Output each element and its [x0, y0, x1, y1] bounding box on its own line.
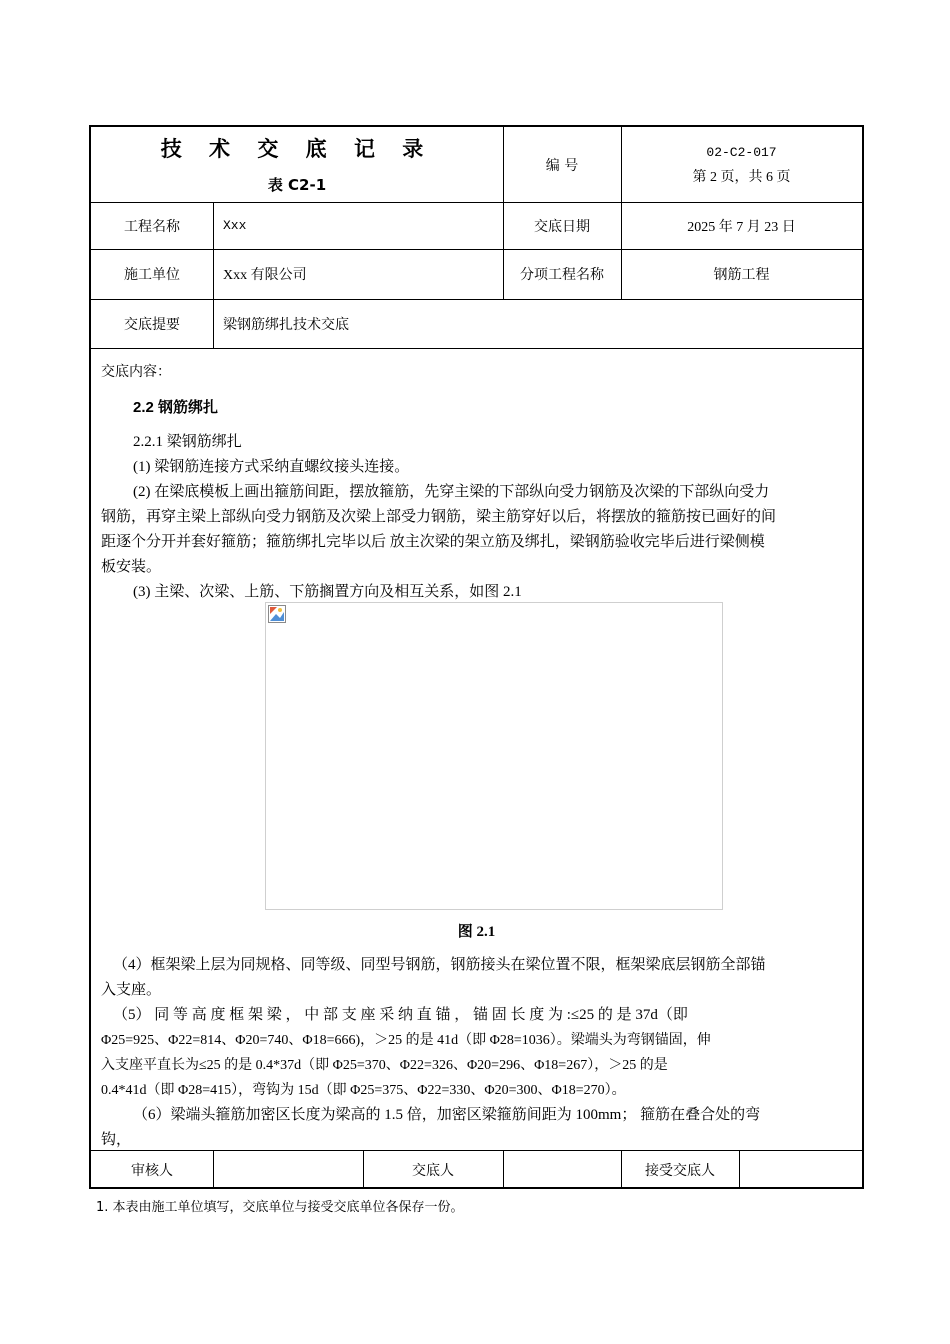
form-number: 表 C2-1	[267, 175, 327, 194]
footnote: 1. 本表由施工单位填写，交底单位与接受交底单位各保存一份。	[96, 1200, 464, 1215]
paragraph-4-line: 入支座。	[101, 982, 162, 998]
figure-placeholder	[265, 602, 723, 910]
contractor-value: Xxx 有限公司	[223, 268, 307, 283]
summary-label: 交底提要	[124, 316, 180, 333]
project-name-label: 工程名称	[124, 218, 180, 235]
content-label: 交底内容：	[101, 364, 171, 380]
paragraph-2-line: 距逐个分开并套好箍筋；箍筋绑扎完毕以后 放主次梁的架立筋及绑扎，梁钢筋验收完毕后进行梁侧模	[101, 534, 765, 550]
form-title: 技 术 交 底 记 录	[160, 137, 434, 161]
paragraph-5-line: 0.4*41d（即 Φ28=415），弯钩为 15d（即 Φ25=375、Φ22=330、Φ20=300、Φ18=270）。	[101, 1083, 626, 1098]
disclosure-form	[89, 125, 864, 1189]
section-heading: 2.2 钢筋绑扎	[133, 399, 219, 416]
date-value: 2025 年 7 月 23 日	[687, 219, 796, 235]
date-label: 交底日期	[534, 218, 590, 235]
paragraph-2-line: 钢筋，再穿主梁上部纵向受力钢筋及次梁上部受力钢筋，梁主筋穿好以后，将摆放的箍筋按已画好的间	[101, 509, 777, 525]
paragraph-6-line: （6）梁端头箍筋加密区长度为梁高的 1.5 倍，加密区梁箍筋间距为 100mm； 箍筋在叠合处的弯	[133, 1107, 761, 1123]
reviewer-label: 审核人	[131, 1162, 173, 1179]
paragraph-3: (3) 主梁、次梁、上筋、下筋搁置方向及相互关系，如图 2.1	[133, 584, 522, 600]
summary-value: 梁钢筋绑扎技术交底	[223, 317, 349, 333]
paragraph-1: (1) 梁钢筋连接方式采纳直螺纹接头连接。	[133, 459, 410, 475]
contractor-label: 施工单位	[124, 267, 180, 283]
paragraph-4-line: （4）框架梁上层为同规格、同等级、同型号钢筋，钢筋接头在梁位置不限，框架梁底层钢筋全部锚	[113, 957, 766, 973]
receiver-signature-field[interactable]	[739, 1150, 862, 1189]
discloser-label: 交底人	[412, 1162, 454, 1179]
broken-image-icon	[268, 605, 286, 623]
paragraph-5-line: （5） 同 等 高 度 框 架 梁 ， 中 部 支 座 采 纳 直 锚 ， 锚 固 长 度 为 :≤25 的 是 37d（即	[113, 1007, 688, 1023]
paragraph-6-line: 钩，	[101, 1132, 132, 1148]
subproject-value: 钢筋工程	[713, 268, 770, 283]
page-info: 第 2 页，共 6 页	[692, 170, 791, 185]
project-name-value: Xxx	[223, 218, 247, 233]
reviewer-signature-field[interactable]	[213, 1150, 363, 1189]
number-value: 02-C2-017	[706, 144, 777, 160]
disclosure-content	[91, 350, 862, 1150]
discloser-signature-field[interactable]	[503, 1150, 621, 1189]
paragraph-2-line: 板安装。	[101, 559, 162, 575]
subproject-label: 分项工程名称	[520, 267, 604, 283]
row-divider	[91, 348, 862, 349]
paragraph-5-line: Φ25=925、Φ22=814、Φ20=740、Φ18=666)，＞25 的是 41d（即 Φ28=1036）。梁端头为弯钢锚固，伸	[101, 1033, 711, 1048]
paragraph-5-line: 入支座平直长为≤25 的是 0.4*37d（即 Φ25=370、Φ22=326、Φ20=296、Φ18=267），＞25 的是	[101, 1058, 668, 1073]
paragraph-2-line: (2) 在梁底模板上画出箍筋间距，摆放箍筋，先穿主梁的下部纵向受力钢筋及次梁的下部纵向受力	[133, 484, 770, 500]
receiver-label: 接受交底人	[645, 1162, 715, 1179]
figure-caption: 图 2.1	[457, 924, 496, 940]
subsection-heading: 2.2.1 梁钢筋绑扎	[133, 434, 242, 450]
number-label: 编 号	[545, 157, 579, 174]
